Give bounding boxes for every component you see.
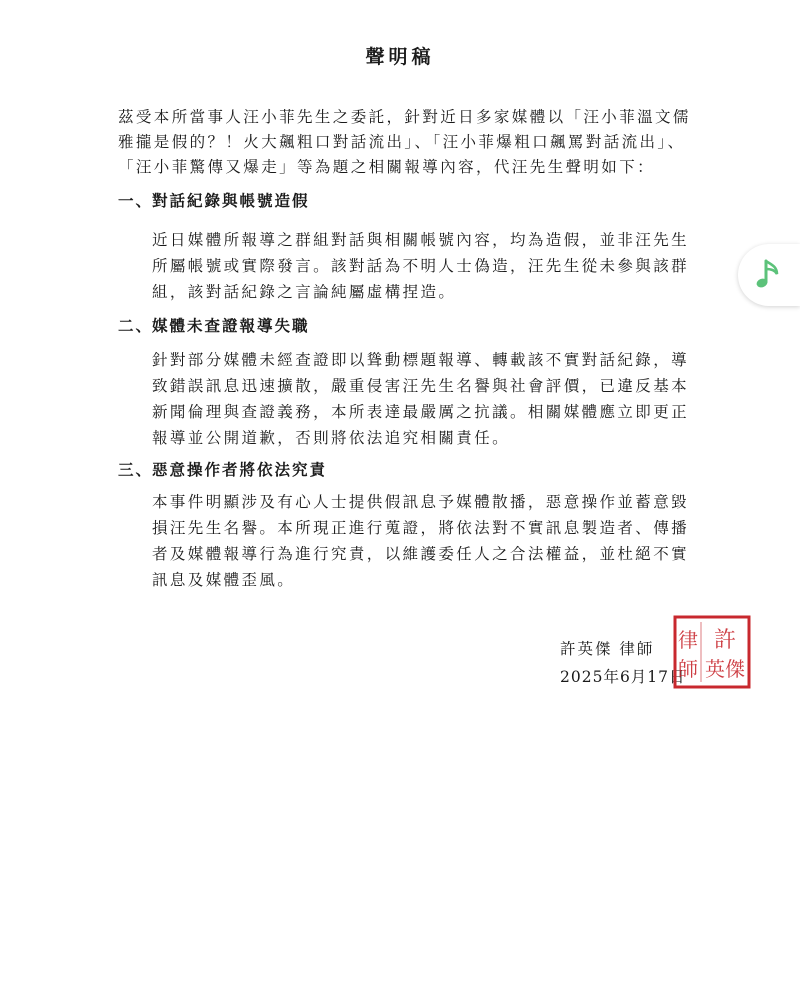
intro-paragraph (118, 105, 691, 180)
section-3-heading (118, 458, 327, 480)
svg-text:師: 師 (678, 657, 698, 681)
section-2-line: 報導並公開道歉，否則將依法追究相關責任。 (152, 429, 511, 447)
intro-line: 茲受本所當事人汪小菲先生之委託，針對近日多家媒體以「汪小菲溫文儒 (118, 108, 691, 126)
svg-text:律: 律 (678, 628, 698, 652)
section-3-line: 者及媒體報導行為進行究責，以維護委任人之合法權益，並杜絕不實 (152, 545, 690, 563)
floating-music-widget[interactable] (738, 244, 800, 306)
section-3-line: 訊息及媒體歪風。 (152, 571, 296, 589)
section-3-line: 損汪先生名譽。本所現正進行蒐證，將依法對不實訊息製造者、傳播 (152, 519, 690, 537)
section-1-number: 一、 (118, 191, 154, 210)
section-1-line: 所屬帳號或實際發言。該對話為不明人士偽造，汪先生從未參與該群 (152, 257, 690, 275)
section-2-line: 致錯誤訊息迅速擴散，嚴重侵害汪先生名譽與社會評價，已違反基本 (152, 377, 690, 395)
section-2-title: 媒體未查證報導失職 (152, 316, 310, 335)
section-1-line: 組，該對話紀錄之言論純屬虛構捏造。 (152, 283, 457, 301)
intro-line: 雅攏是假的？！火大飆粗口對話流出」、「汪小菲爆粗口飆罵對話流出」、 (118, 133, 686, 151)
section-3-number: 三、 (118, 460, 154, 479)
section-1-heading (118, 189, 310, 211)
section-2-line: 針對部分媒體未經查證即以聳動標題報導、轉載該不實對話紀錄，導 (152, 351, 690, 369)
svg-text:英傑: 英傑 (705, 657, 745, 681)
statement-date: 2025年6月17日 (560, 668, 686, 686)
section-3-body (152, 489, 692, 593)
section-2-number: 二、 (118, 316, 154, 335)
section-3-title: 惡意操作者將依法究責 (152, 460, 328, 479)
section-1-line: 近日媒體所報導之群組對話與相關帳號內容，均為造假，並非汪先生 (152, 231, 690, 249)
document-title: 聲明稿 (365, 46, 435, 68)
section-2-body (152, 347, 692, 451)
intro-line: 「汪小菲驚傳又爆走」等為題之相關報導內容，代汪先生聲明如下： (118, 158, 656, 176)
law-firm-seal (672, 614, 752, 690)
lawyer-signature: 許英傑 律師 (560, 640, 655, 658)
section-3-line: 本事件明顯涉及有心人士提供假訊息予媒體散播，惡意操作並蓄意毀 (152, 493, 690, 511)
section-2-heading (118, 314, 310, 336)
section-1-body (152, 227, 692, 305)
music-note-icon (755, 258, 783, 292)
svg-text:許: 許 (713, 628, 737, 653)
section-1-title: 對話紀錄與帳號造假 (152, 191, 310, 210)
section-2-line: 新聞倫理與查證義務，本所表達最嚴厲之抗議。相關媒體應立即更正 (152, 403, 690, 421)
